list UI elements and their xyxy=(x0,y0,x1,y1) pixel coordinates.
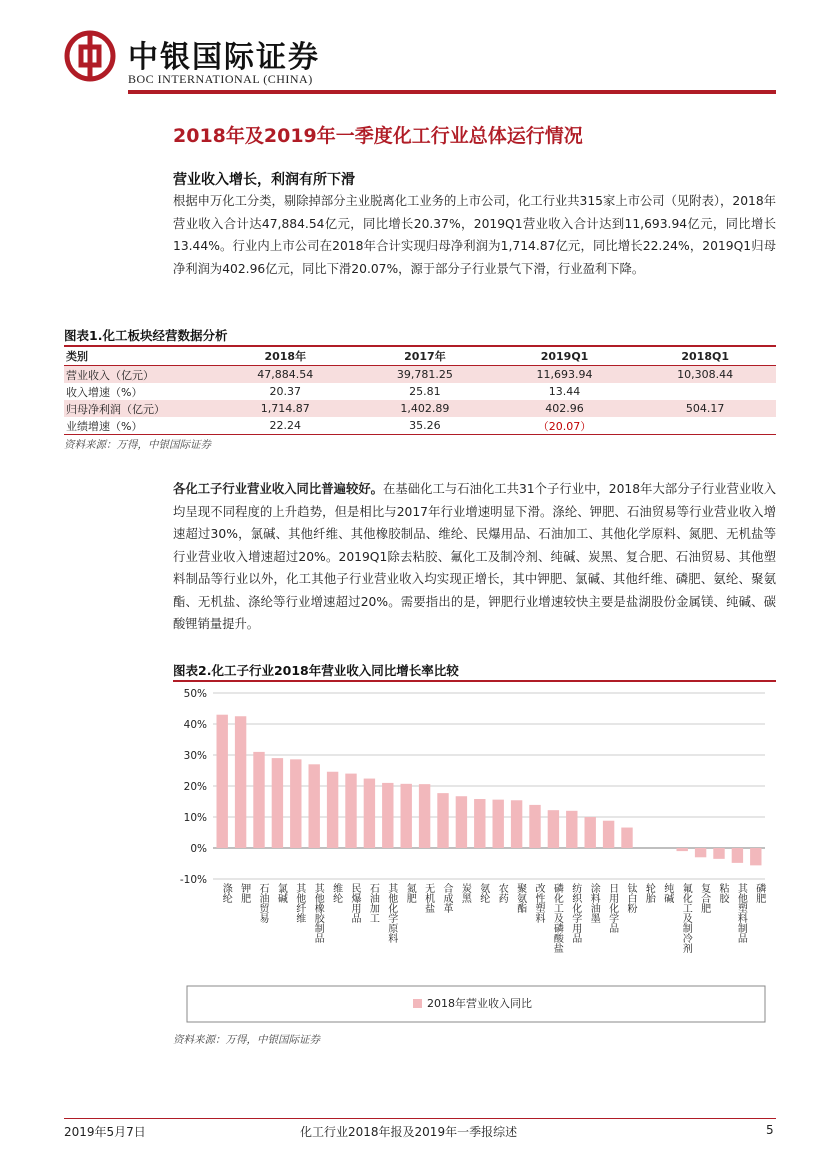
x-tick-label: 纺织化学用品 xyxy=(569,883,581,943)
paragraph-body: 在基础化工与石油化工共31个子行业中，2018年大部分子行业营业收入均呈现不同程度的上升趋势，但是相比与2017年行业增速明显下滑。涤纶、钾肥、石油贸易等行业营业收入增速超过30%，氯碱、其他纤维、其他橡胶制品、维纶、民爆用品、石油加工、其他化学原料、氮肥、无机盐等行业营业收入增速超过20%。2019Q1除去粘胶、氟化工及制冷剂、纯碱、炭黑、复合肥、石油贸易、其他塑料制品等行业以外，化工其他子行业营业收入均实现正增长，其中钾肥、氯碱、其他纤维、磷肥、氨纶、聚氨酯、无机盐、涤纶等行业增速超过20%。需要指出的是，钾肥行业增速较快主要是盐湖股份金属镁、纯碱、碳酸锂销量提升。 xyxy=(173,482,776,631)
header-rule xyxy=(128,90,776,94)
x-tick-label: 炭黑 xyxy=(459,883,471,903)
chart-bar xyxy=(419,784,430,848)
y-tick-label: 0% xyxy=(190,843,207,855)
x-tick-label: 农药 xyxy=(496,883,508,903)
chart-bar xyxy=(253,752,264,848)
chart-bar xyxy=(511,800,522,848)
chart-bar xyxy=(584,817,595,848)
x-tick-label: 氨纶 xyxy=(477,883,489,903)
table-row xyxy=(64,366,776,384)
table-cell xyxy=(634,383,776,400)
chart-bar xyxy=(750,848,761,865)
table-row xyxy=(64,383,776,400)
chart-bar xyxy=(345,774,356,848)
legend-swatch xyxy=(413,999,422,1008)
chart-bar xyxy=(474,799,485,848)
y-tick-label: 20% xyxy=(183,781,207,793)
x-tick-label: 石油贸易 xyxy=(257,883,268,923)
y-tick-label: 40% xyxy=(183,719,207,731)
chart-bar xyxy=(216,715,227,848)
table-header-cell: 2018Q1 xyxy=(634,346,776,366)
table-cell: 10,308.44 xyxy=(634,366,776,384)
x-tick-label: 其他纤维 xyxy=(293,883,305,923)
table-header-cell: 2018年 xyxy=(215,346,355,366)
table-cell: 收入增速（%） xyxy=(66,385,143,399)
chart-bar xyxy=(695,848,706,857)
x-tick-label: 氮肥 xyxy=(404,883,416,903)
paragraph-subsector-growth xyxy=(173,478,776,636)
x-tick-label: 钛白粉 xyxy=(625,883,636,913)
chart-title-rule xyxy=(173,680,776,682)
table-cell: 20.37 xyxy=(269,385,302,398)
table-cell xyxy=(634,417,776,435)
table-cell: 13.44 xyxy=(548,385,581,398)
chart-x-axis xyxy=(220,882,766,954)
chart-bar xyxy=(272,758,283,848)
chart-bar xyxy=(308,764,319,848)
chart-bar xyxy=(676,848,687,851)
table-cell: 25.81 xyxy=(409,385,441,398)
table-header-row xyxy=(64,346,776,366)
table1-title: 图表1.化工板块经营数据分析 xyxy=(64,328,228,343)
brand-name-cn: 中银国际证券 xyxy=(128,40,320,75)
chart-bar xyxy=(492,800,503,848)
y-tick-label: 10% xyxy=(183,812,207,824)
chart-bar xyxy=(382,783,393,848)
paragraph-revenue-summary: 根据申万化工分类，剔除掉部分主业脱离化工业务的上市公司，化工行业共315家上市公司（见附表），2018年营业收入合计达47,884.54亿元，同比增长20.37%，2019Q1营业收入合计达到11,693.94亿元，同比增长13.44%。行业内上市公司在2018年合计实现归母净利润为1,714.87亿元，同比增长22.24%，2019Q1归母净利润为402.96亿元，同比下滑20.07%，源于部分子行业景气下滑，行业盈利下降。 xyxy=(173,194,776,276)
x-tick-label: 改性塑料 xyxy=(533,883,544,923)
chart-y-axis xyxy=(180,688,207,886)
chart-title: 图表2.化工子行业2018年营业收入同比增长率比较 xyxy=(173,663,459,678)
table-cell: 402.96 xyxy=(495,400,635,417)
table-row xyxy=(64,417,776,435)
x-tick-label: 其他化学原料 xyxy=(385,883,397,943)
x-tick-label: 复合肥 xyxy=(698,883,710,913)
table-row xyxy=(64,400,776,417)
x-tick-label: 钾肥 xyxy=(238,883,250,903)
table-cell: 22.24 xyxy=(215,417,355,435)
page-number: 5 xyxy=(766,1123,774,1137)
chart-bar xyxy=(732,848,743,863)
table-header-cell: 2019Q1 xyxy=(495,346,635,366)
chart-bars xyxy=(216,715,761,866)
chart-bar xyxy=(235,716,246,848)
table-cell: 39,781.25 xyxy=(355,366,495,384)
x-tick-label: 石油加工 xyxy=(367,883,379,923)
x-tick-label: 纯碱 xyxy=(661,883,673,903)
table-cell: 504.17 xyxy=(634,400,776,417)
subheading: 营业收入增长，利润有所下滑 xyxy=(173,172,355,188)
x-tick-label: 磷肥 xyxy=(753,883,765,903)
footer-rule xyxy=(64,1118,776,1119)
chart-bar xyxy=(456,796,467,848)
x-tick-label: 聚氨酯 xyxy=(514,883,526,913)
y-tick-label: 30% xyxy=(183,750,207,762)
table-cell-negative: （20.07） xyxy=(495,417,635,435)
chart-bar xyxy=(621,828,632,848)
y-tick-label: 50% xyxy=(183,688,207,700)
chart-bar xyxy=(437,793,448,848)
chart-bar xyxy=(713,848,724,859)
x-tick-label: 磷化工及磷酸盐 xyxy=(551,883,563,953)
table-header-cell: 类别 xyxy=(64,346,215,366)
chart-bar xyxy=(400,784,411,848)
x-tick-label: 日用化学品 xyxy=(606,883,618,933)
x-tick-label: 涤纶 xyxy=(220,883,232,903)
table-cell: 11,693.94 xyxy=(495,366,635,384)
x-tick-label: 涂料油墨 xyxy=(588,883,600,923)
table-cell: 35.26 xyxy=(355,417,495,435)
section-title: 2018年及2019年一季度化工行业总体运行情况 xyxy=(173,125,583,147)
x-tick-label: 其他橡胶制品 xyxy=(312,883,324,943)
x-tick-label: 合成革 xyxy=(441,883,452,913)
table-cell: 归母净利润（亿元） xyxy=(64,400,215,417)
table-cell: 1,402.89 xyxy=(355,400,495,417)
x-tick-label: 其他塑料制品 xyxy=(735,883,747,943)
chart-bar xyxy=(566,811,577,848)
chart-bar xyxy=(529,805,540,848)
x-tick-label: 粘胶 xyxy=(717,883,728,903)
table-cell: 业绩增速（%） xyxy=(64,417,215,435)
chart-bar xyxy=(290,759,301,848)
x-tick-label: 氯碱 xyxy=(275,883,287,903)
y-tick-label: -10% xyxy=(179,874,207,886)
x-tick-label: 维纶 xyxy=(330,883,342,903)
x-tick-label: 民爆用品 xyxy=(349,883,360,923)
chart-bar xyxy=(603,821,614,848)
footer-date: 2019年5月7日 xyxy=(64,1125,146,1139)
table-header-cell: 2017年 xyxy=(355,346,495,366)
legend-label: 2018年营业收入同比 xyxy=(427,997,532,1010)
chart-bar xyxy=(548,810,559,848)
x-tick-label: 氟化工及制冷剂 xyxy=(680,883,692,953)
brand-name-en: BOC INTERNATIONAL (CHINA) xyxy=(128,72,313,86)
operating-data-table xyxy=(64,345,776,435)
chart-bar xyxy=(364,779,375,848)
table1-source: 资料来源：万得，中银国际证券 xyxy=(64,439,211,451)
table-cell: 47,884.54 xyxy=(215,366,355,384)
x-tick-label: 轮胎 xyxy=(643,883,655,903)
subsector-growth-chart xyxy=(173,684,776,1029)
chart-bar xyxy=(327,772,338,848)
footer-report-title: 化工行业2018年报及2019年一季报综述 xyxy=(300,1125,518,1139)
x-tick-label: 无机盐 xyxy=(422,883,434,913)
chart-source: 资料来源：万得，中银国际证券 xyxy=(173,1034,320,1046)
boc-coin-logo-icon xyxy=(64,30,116,82)
paragraph-lead: 各化工子行业营业收入同比普遍较好。 xyxy=(173,482,384,496)
table-cell: 1,714.87 xyxy=(215,400,355,417)
table-cell: 营业收入（亿元） xyxy=(64,366,215,384)
